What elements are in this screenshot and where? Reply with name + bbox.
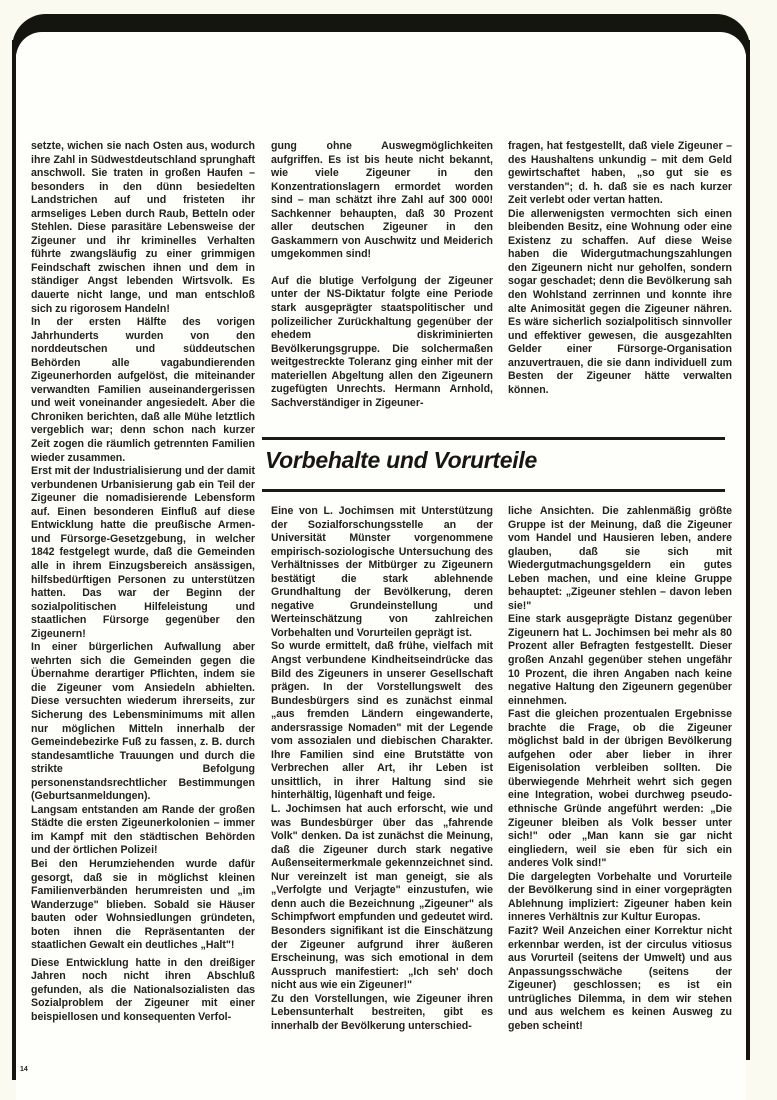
paragraph: gung ohne Auswegmöglichkeiten aufgriffen. Es ist bis heute nicht bekannt, wie viele Zigeuner in den Konzentrationslagern ermordet worden sind – man schätzt ihre Zahl auf 300 000! Sachkenner behaupten, daß 30 Prozent aller deutschen Zigeuner in den Gaskammern von Auschwitz und Meiderich umgekommen sind!: [271, 140, 493, 261]
text-column-4: [271, 505, 493, 1033]
paragraph: L. Jochimsen hat auch erforscht, wie und was Bundesbürger über das „fahrende Volk" denken. Da ist zunächst die Meinung, daß die Zigeuner durch stark negative Außenseitermerkmale gekennzeichnet sind. Nur vereinzelt ist man geneigt, sie als „Verfolgte und Verjagte" einzustufen, wie denn auch die Bezeichnung „Zigeuner" als Schimpfwort empfunden und gedeutet wird. Besonders signifikant ist die Einschätzung der Zigeuner aufgrund ihrer äußeren Erscheinung, was sich emotional in dem Ausspruch manifestiert: „Ich seh' doch nicht aus wie ein Zigeuner!": [271, 803, 493, 992]
paragraph: Erst mit der Industrialisierung und der damit verbundenen Urbanisierung gab ein Teil der Zigeuner die nomadisierende Lebensform auf. Einen besonderen Einfluß auf diese Entwicklung hatte die preußische Armen- und Fürsorge-Gesetzgebung, in welcher 1842 festgelegt wurde, daß die Gemeinden alle in ihrem Einzugsbereich ansässigen, hilfsbedürftigen Personen zu unterstützen hatten. Das war der Beginn der sozialpolitischen Hilfeleistung und staatlichen Fürsorge gegenüber den Zigeunern!: [31, 465, 255, 640]
page-number: 14: [20, 1066, 28, 1073]
paragraph: Fazit? Weil Anzeichen einer Korrektur nicht erkennbar werden, ist der circulus vitiosus aus Vorurteil (seitens der Umwelt) und aus Anpassungsschwäche (seitens der Zigeuner) geschlossen; es ist ein untrügliches Dilemma, in dem wir stehen und aus welchem es keinen Ausweg zu geben scheint!: [508, 924, 732, 1032]
paragraph: liche Ansichten. Die zahlenmäßig größte Gruppe ist der Meinung, daß die Zigeuner vom Handel und Hausieren leben, andere glauben, daß sie sich mit Wiedergutmachungsgeldern ein gutes Leben machen, und eine kleine Gruppe behauptet: „Zigeuner stehlen – davon leben sie!": [508, 505, 732, 612]
section-headline: Vorbehalte und Vorurteile: [265, 447, 537, 473]
text-column-5: [508, 505, 732, 1033]
paragraph: In der ersten Hälfte des vorigen Jahrhunderts wurden von den norddeutschen und süddeutschen Behörden alle vagabundierenden Zigeunerhorden aufgelöst, die miteinander verwandten Familien auseinandergerissen und weit voneinander angesiedelt. Aber die Chroniken berichten, daß alle Mühe letztlich vergeblich war; denn schon nach kurzer Zeit zogen die räumlich getrennten Familien wieder zusammen.: [31, 316, 255, 464]
paragraph: Auf die blutige Verfolgung der Zigeuner unter der NS-Diktatur folgte eine Periode stark ausgeprägter staatspolitischer und polizeilicher Zurückhaltung gegenüber der ehedem diskriminierten Bevölkerungsgruppe. Die solchermaßen weitgestreckte Toleranz ging einher mit der materiellen Abgeltung allen den Zigeunern zugefügten Unrechts. Hermann Arnhold, Sachverständiger in Zigeuner-: [271, 274, 493, 409]
paragraph: Die allerwenigsten vermochten sich einen bleibenden Besitz, eine Wohnung oder eine Existenz zu schaffen. Auf diese Weise haben die Widergutmachungszahlungen den Zigeunern nicht nur geholfen, sondern sogar geschadet; denn die Bevölkerung sah den Wohlstand zerrinnen und konnte ihre alte Animosität gegen die Zigeuner nähren. Es wäre sicherlich sozialpolitisch sinnvoller und effektiver gewesen, die ausgezahlten Gelder einer Fürsorge-Organisation anzuvertrauen, die sie dann individuell zum Besten der Zigeuner hätte verwalten können.: [508, 207, 732, 396]
paragraph: Diese Entwicklung hatte in den dreißiger Jahren noch nicht ihren Abschluß gefunden, als die Nationalsozialisten das Sozialproblem der Zigeuner mit einer beispiellosen und konsequenten Verfol-: [31, 956, 255, 1023]
paragraph: Langsam entstanden am Rande der großen Städte die ersten Zigeunerkolonien – immer im Kampf mit den städtischen Behörden und der örtlichen Polizei!: [31, 803, 255, 857]
headline-rule-bottom: [262, 489, 725, 492]
headline-rule-top: [262, 437, 725, 440]
paragraph: Fast die gleichen prozentualen Ergebnisse brachte die Frage, ob die Zigeuner möglichst bald in der übrigen Bevölkerung aufgehen oder aber lieber in ihrer Eigenisolation verbleiben sollten. Die überwiegende Mehrheit wehrt sich gegen eine Integration, wobei durchweg pseudo-ethnische Gründe angeführt werden: „Die Zigeuner bleiben als Volk besser unter sich!" oder „Man kann sie gar nicht eingliedern, weil sie eben für sich ein anderes Volk sind!": [508, 708, 732, 870]
page-frame-right-border: [746, 40, 750, 1060]
paragraph: Zu den Vorstellungen, wie Zigeuner ihren Lebensunterhalt bestreiten, gibt es innerhalb der Bevölkerung unterschied-: [271, 992, 493, 1032]
paragraph: Bei den Herumziehenden wurde dafür gesorgt, daß sie in möglichst kleinen Familienverbänden herumreisten und „im Wanderzuge" blieben. Sobald sie Häuser bauten oder Wohnsiedlungen gründeten, boten ihnen die Repräsentanten der staatlichen Gewalt ein deutliches „Halt"!: [31, 857, 255, 952]
paragraph: So wurde ermittelt, daß frühe, vielfach mit Angst verbundene Kindheitseindrücke das Bild des Zigeuners in unserer Gesellschaft prägen. In der Vorstellungswelt des Bundesbürgers sind es zunächst einmal „aus fremden Ländern eingewanderte, andersrassige Nomaden" mit der Legende vom assozialen und diebischen Charakter. Ihre Familien sind eine Brutstätte von Verbrechen aller Art, ihr Leben ist unsittlich, in ihrer Haltung sind sie hinterhältig, lügenhaft und feige.: [271, 640, 493, 802]
paragraph: setzte, wichen sie nach Osten aus, wodurch ihre Zahl in Südwestdeutschland sprunghaft anschwoll. Sie traten in großen Haufen – besonders in den dünn besiedelten Landstrichen auf und fristeten ihr armseliges Leben durch Raub, Betteln oder Stehlen. Diese parasitäre Lebensweise der Zigeuner und ihr kriminelles Verhalten führte zwangsläufig zu einer grimmigen Feindschaft zwischen ihnen und dem in ständiger Angst lebenden Wirtsvolk. Es dauerte nicht lange, und man entschloß sich zu rigorosem Handeln!: [31, 140, 255, 315]
text-column-2: [271, 140, 493, 410]
paragraph: Die dargelegten Vorbehalte und Vorurteile der Bevölkerung sind in einer vorgeprägten Ablehnung impliziert: Zigeuner haben kein inneres Verhältnis zur Kultur Europas.: [508, 870, 732, 924]
page-frame-inner: [16, 32, 746, 92]
paragraph: Eine stark ausgeprägte Distanz gegenüber Zigeunern hat L. Jochimsen bei mehr als 80 Prozent aller Befragten festgestellt. Dieser großen Anzahl gegenüber stehen ungefähr 10 Prozent, die ihren Angaben nach keine negative Haltung den Zigeunern gegenüber einnehmen.: [508, 613, 732, 707]
paragraph: In einer bürgerlichen Aufwallung aber wehrten sich die Gemeinden gegen die Übernahme derartiger Pflichten, indem sie die Zigeuner vom Ansiedeln abhielten. Diese versuchten wiederum ihrerseits, zur Sicherung des Lebensminimums mit allen nur möglichen Mitteln innerhalb der Gemeindebezirke Fuß zu fassen, z. B. durch standesamtliche Trauungen und durch die strikte Befolgung personenstandsrechtlicher Bestimmungen (Geburtsanmeldungen).: [31, 641, 255, 803]
text-column-3: [508, 140, 732, 397]
paragraph: fragen, hat festgestellt, daß viele Zigeuner – des Haushaltens unkundig – mit dem Geld gewirtschaftet haben, „so gut sie es verstanden"; d. h. daß sie es nach kurzer Zeit verlebt oder vertan hatten.: [508, 140, 732, 207]
paragraph: Eine von L. Jochimsen mit Unterstützung der Sozialforschungsstelle an der Universität Münster vorgenommene empirisch-soziologische Untersuchung des Verhältnisses der Mitbürger zu Zigeunern bestätigt die stark ablehnende Grundhaltung der Bevölkerung, deren negative Grundeinstellung und Werteinschätzung von zahlreichen Vorbehalten und Vorurteilen geprägt ist.: [271, 505, 493, 639]
text-column-1: [31, 140, 255, 1025]
